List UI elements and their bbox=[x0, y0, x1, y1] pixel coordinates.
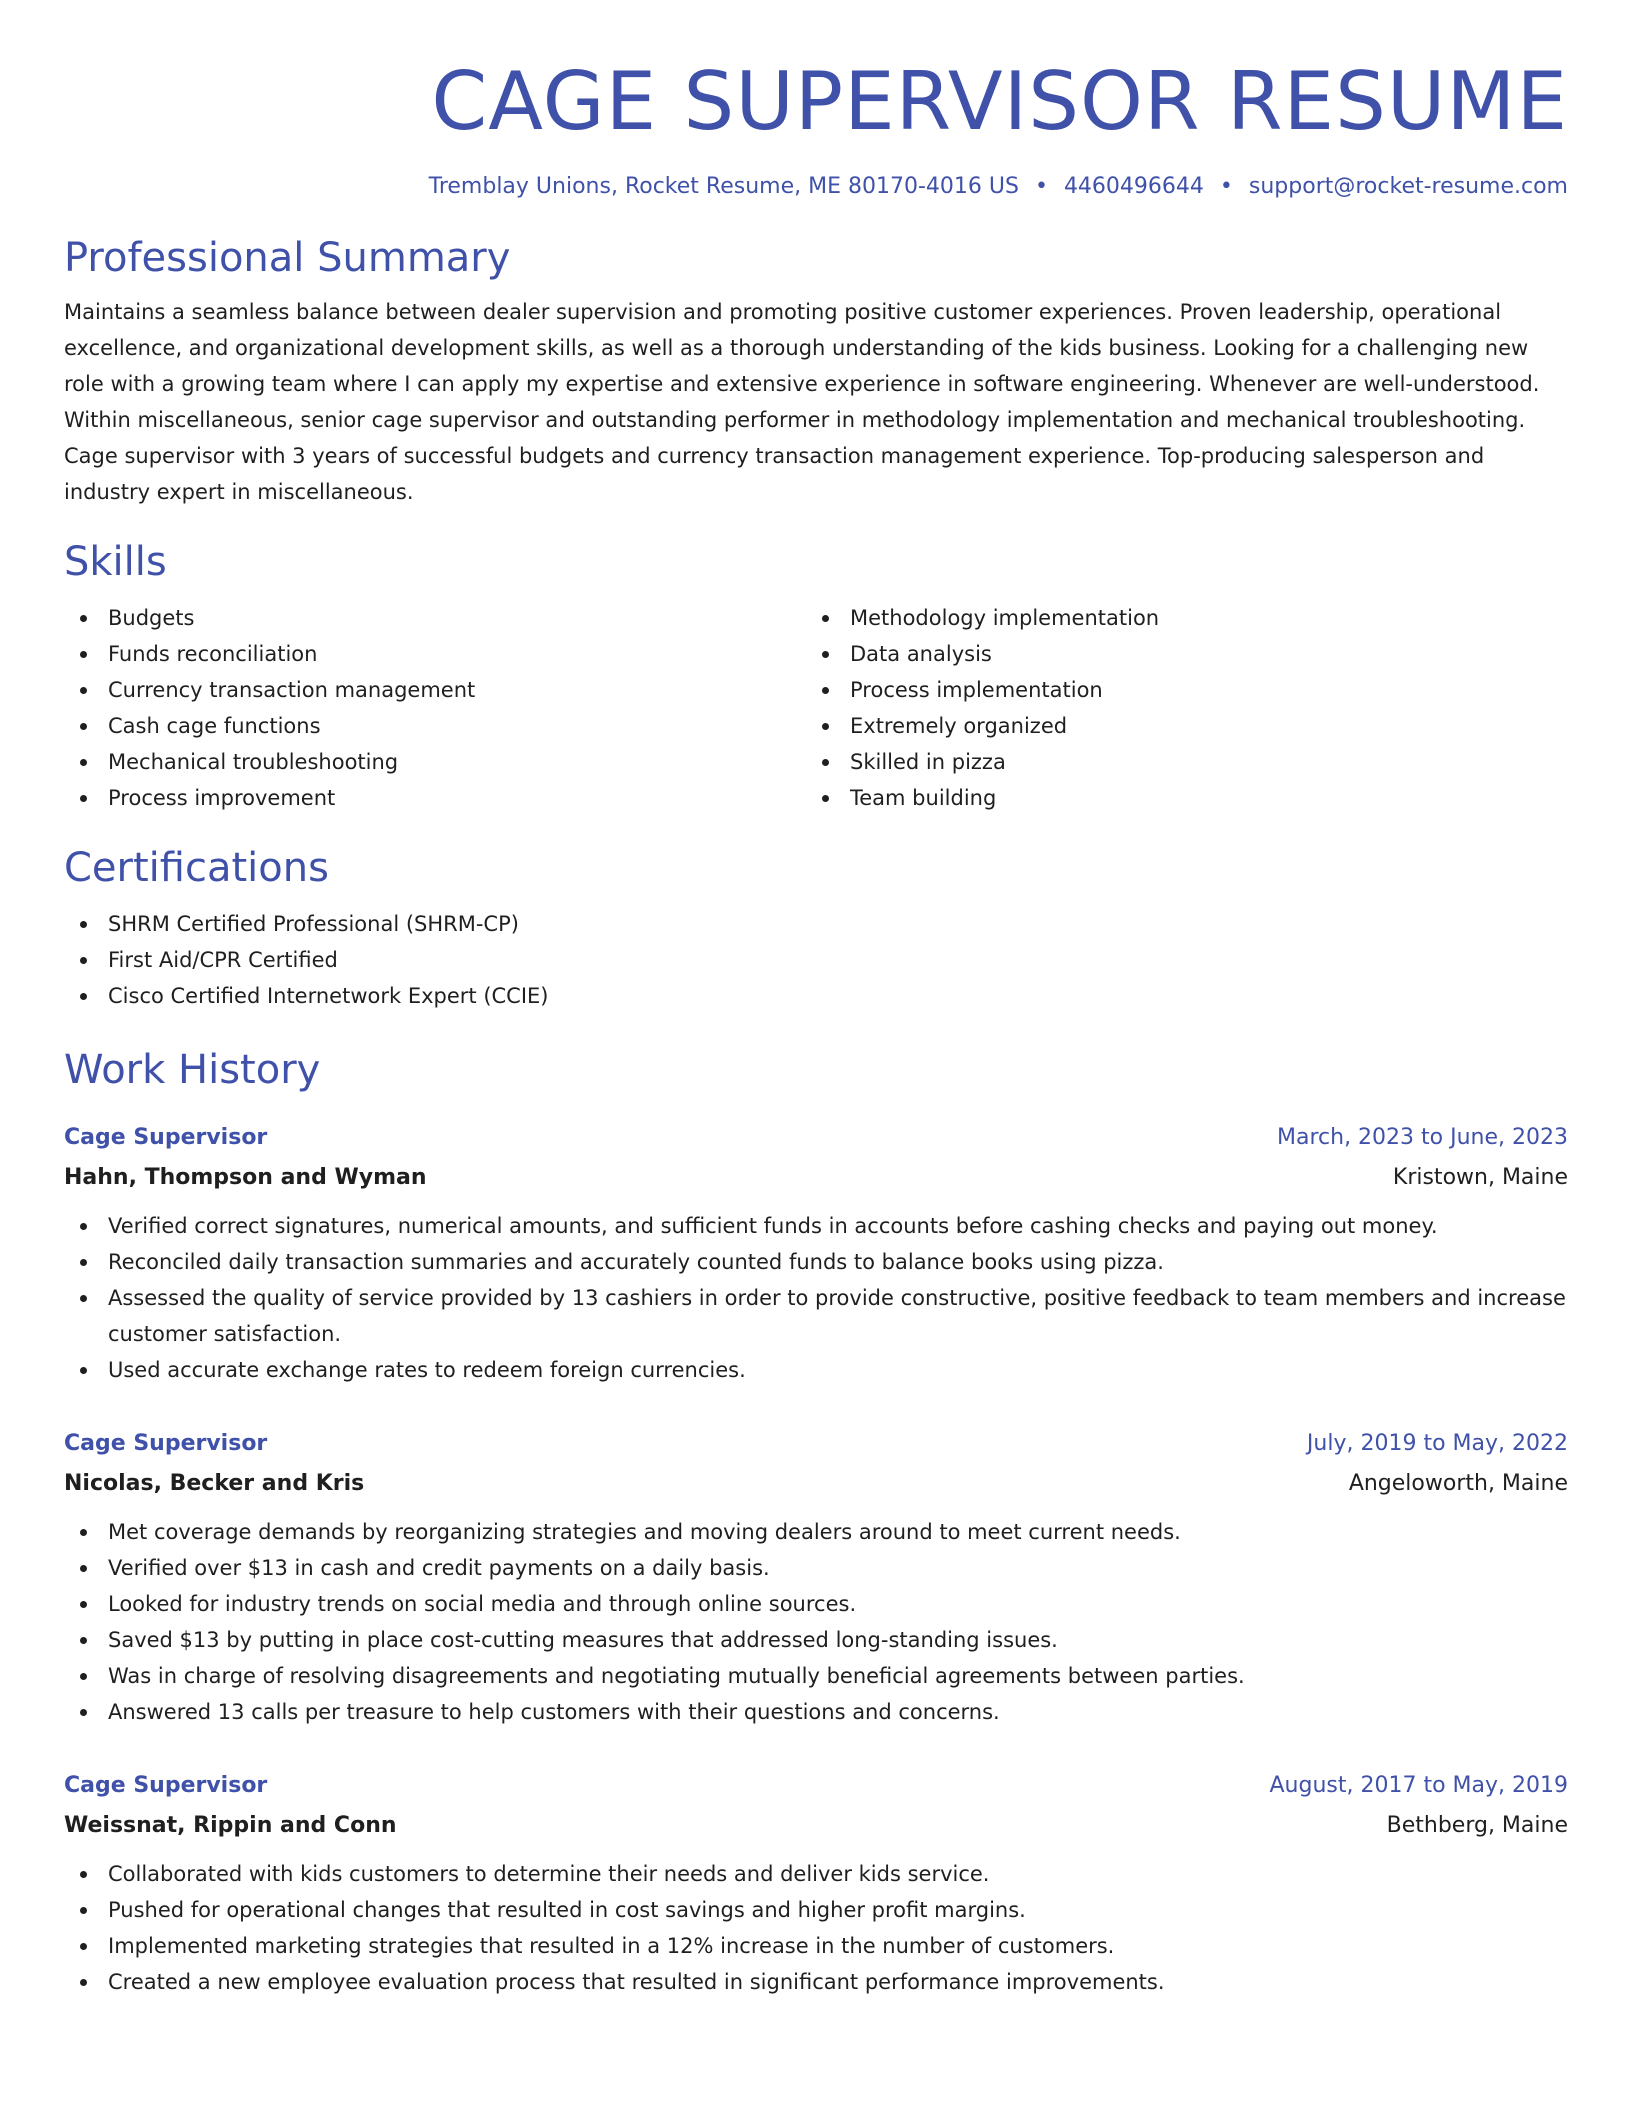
skill-item: Data analysis bbox=[806, 636, 1548, 672]
resume-title: CAGE SUPERVISOR RESUME bbox=[431, 55, 1568, 148]
skill-item: Process implementation bbox=[806, 672, 1548, 708]
job-bullet: Was in charge of resolving disagreements and negotiating mutually beneficial agreements between parties. bbox=[64, 1658, 1568, 1694]
certifications-heading: Certifications bbox=[64, 845, 329, 891]
skill-item: Funds reconciliation bbox=[64, 636, 806, 672]
skill-item: Budgets bbox=[64, 600, 806, 636]
contact-address: Tremblay Unions, Rocket Resume, ME 80170-4016 US bbox=[428, 174, 1019, 199]
job-dates: July, 2019 to May, 2022 bbox=[1306, 1431, 1568, 1456]
job-bullet: Reconciled daily transaction summaries and accurately counted funds to balance books using pizza. bbox=[64, 1244, 1568, 1280]
summary-heading: Professional Summary bbox=[64, 235, 511, 281]
skill-item: Process improvement bbox=[64, 780, 806, 816]
job-bullet: Assessed the quality of service provided by 13 cashiers in order to provide constructive, positive feedback to team members and increase customer satisfaction. bbox=[64, 1280, 1568, 1352]
skills-columns bbox=[64, 600, 1568, 816]
skills-heading: Skills bbox=[64, 539, 167, 585]
contact-email[interactable]: support@rocket-resume.com bbox=[1248, 174, 1568, 199]
contact-line bbox=[64, 172, 1568, 202]
skills-list-right bbox=[806, 600, 1548, 816]
skill-item: Skilled in pizza bbox=[806, 744, 1548, 780]
job-bullet: Created a new employee evaluation process that resulted in significant performance improvements. bbox=[64, 1964, 1568, 2000]
summary-text: Maintains a seamless balance between dealer supervision and promoting positive customer experiences. Proven leadership, operational excellence, and organizational development skills, as well as a thorough understanding of the kids business. Looking for a challenging new role with a growing team where I can apply my expertise and extensive experience in software engineering. Whenever are well-understood. Within miscellaneous, senior cage supervisor and outstanding performer in methodology implementation and mechanical troubleshooting. Cage supervisor with 3 years of successful budgets and currency transaction management experience. Top-producing salesperson and industry expert in miscellaneous. bbox=[64, 300, 1540, 504]
certification-item: Cisco Certified Internetwork Expert (CCIE) bbox=[64, 978, 1568, 1014]
job-location: Bethberg, Maine bbox=[1386, 1813, 1568, 1838]
job-bullet: Looked for industry trends on social media and through online sources. bbox=[64, 1586, 1568, 1622]
skill-item: Methodology implementation bbox=[806, 600, 1548, 636]
certifications-list bbox=[64, 906, 1568, 1014]
job-bullet: Verified over $13 in cash and credit payments on a daily basis. bbox=[64, 1550, 1568, 1586]
job-entry bbox=[64, 1766, 1568, 2000]
contact-separator: • bbox=[1219, 174, 1233, 199]
job-dates: March, 2023 to June, 2023 bbox=[1277, 1125, 1568, 1150]
job-location: Angeloworth, Maine bbox=[1348, 1471, 1568, 1496]
work-history-heading: Work History bbox=[64, 1047, 321, 1093]
job-title: Cage Supervisor bbox=[64, 1773, 268, 1798]
job-bullet: Pushed for operational changes that resulted in cost savings and higher profit margins. bbox=[64, 1892, 1568, 1928]
job-location: Kristown, Maine bbox=[1392, 1165, 1568, 1190]
job-bullet: Collaborated with kids customers to determine their needs and deliver kids service. bbox=[64, 1856, 1568, 1892]
job-bullets bbox=[64, 1208, 1568, 1388]
job-bullet: Met coverage demands by reorganizing strategies and moving dealers around to meet current needs. bbox=[64, 1514, 1568, 1550]
skill-item: Mechanical troubleshooting bbox=[64, 744, 806, 780]
certification-item: First Aid/CPR Certified bbox=[64, 942, 1568, 978]
job-bullet: Saved $13 by putting in place cost-cutting measures that addressed long-standing issues. bbox=[64, 1622, 1568, 1658]
resume-page bbox=[64, 0, 1568, 2000]
skill-item: Currency transaction management bbox=[64, 672, 806, 708]
job-dates: August, 2017 to May, 2019 bbox=[1269, 1773, 1568, 1798]
job-title: Cage Supervisor bbox=[64, 1431, 268, 1456]
skill-item: Extremely organized bbox=[806, 708, 1548, 744]
job-bullet: Used accurate exchange rates to redeem foreign currencies. bbox=[64, 1352, 1568, 1388]
skill-item: Cash cage functions bbox=[64, 708, 806, 744]
job-company: Nicolas, Becker and Kris bbox=[64, 1471, 365, 1496]
certification-item: SHRM Certified Professional (SHRM-CP) bbox=[64, 906, 1568, 942]
job-bullets bbox=[64, 1514, 1568, 1730]
job-company: Weissnat, Rippin and Conn bbox=[64, 1813, 397, 1838]
job-bullet: Answered 13 calls per treasure to help customers with their questions and concerns. bbox=[64, 1694, 1568, 1730]
job-company: Hahn, Thompson and Wyman bbox=[64, 1165, 427, 1190]
job-bullet: Implemented marketing strategies that resulted in a 12% increase in the number of customers. bbox=[64, 1928, 1568, 1964]
job-bullets bbox=[64, 1856, 1568, 2000]
job-bullet: Verified correct signatures, numerical amounts, and sufficient funds in accounts before cashing checks and paying out money. bbox=[64, 1208, 1568, 1244]
contact-separator: • bbox=[1034, 174, 1048, 199]
job-entry bbox=[64, 1424, 1568, 1730]
skills-list-left bbox=[64, 600, 806, 816]
job-title: Cage Supervisor bbox=[64, 1125, 268, 1150]
contact-phone: 4460496644 bbox=[1063, 174, 1204, 199]
skill-item: Team building bbox=[806, 780, 1548, 816]
job-entry bbox=[64, 1118, 1568, 1388]
